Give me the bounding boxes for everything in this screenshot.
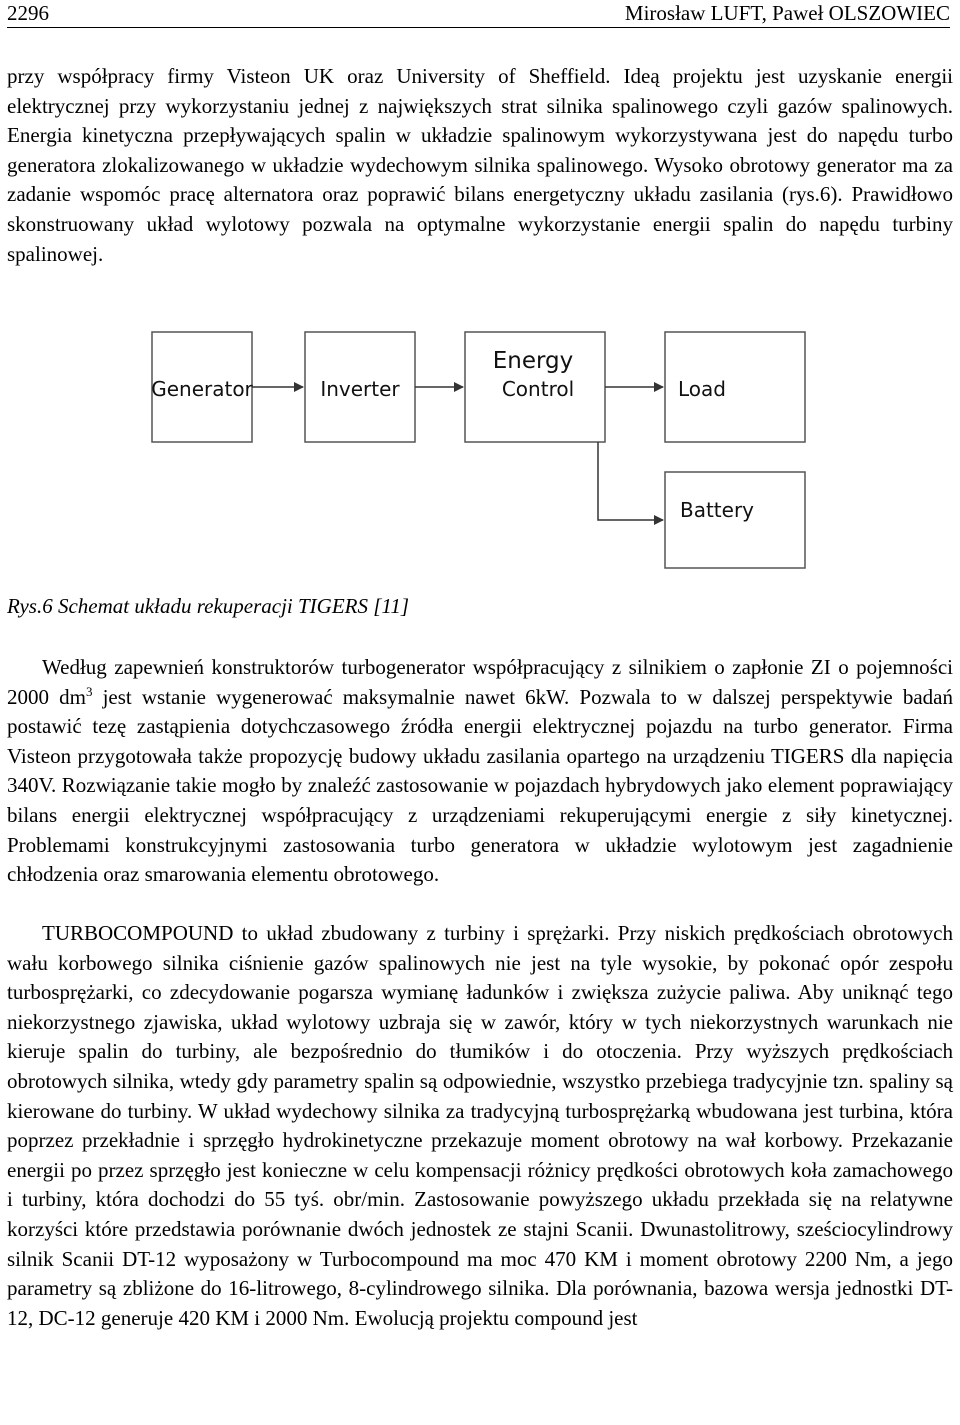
inverter-block (305, 332, 415, 442)
paragraph-turbogenerator (7, 653, 953, 890)
superscript-cubic: 3 (85, 683, 93, 699)
load-label: Load (678, 377, 726, 401)
page-number: 2296 (7, 1, 49, 25)
running-header (7, 0, 950, 28)
energy-control-block (465, 332, 605, 442)
energy-control-label-line1: Energy (492, 348, 574, 374)
paragraph-intro: przy współpracy firmy Visteon UK oraz University of Sheffield. Ideą projektu jest uzyskanie energii elektrycznej przy wykorzystaniu jednej z największych strat silnika spalinowego czyli gazów spalinowych. Energia kinetyczna przepływających spalin w układzie spalinowym wykorzystywana jest do napędu turbo generatora zlokalizowanego w układzie wydechowym silnika spalinowego. Wysoko obrotowy generator ma za zadanie wspomóc pracę alternatora oraz poprawić bilans energetyczny układu zasilania (rys.6). Prawidłowo skonstruowany układ wylotowy pozwala na optymalne wykorzystanie energii spalin do napędu turbiny spalinowej. (7, 64, 953, 266)
battery-label: Battery (679, 498, 755, 522)
header-authors: Mirosław LUFT, Paweł OLSZOWIEC (624, 1, 950, 25)
inverter-label: Inverter (320, 377, 400, 401)
figure-caption: Rys.6 Schemat układu rekuperacji TIGERS [11] (7, 594, 410, 618)
load-block (665, 332, 805, 442)
generator-label: Generator (151, 377, 253, 401)
energy-control-label-line2: Control (501, 377, 575, 401)
paragraph-turbogenerator-text-b: jest wstanie wygenerować maksymalnie nawet 6kW. Pozwala to w dalszej perspektywie badań postawić tezę zastąpienia dotychczasowego źródła energii elektrycznej pojazdu na turbo generator. Firma Visteon przygotowała także propozycję budowy układu zasilania opartego na urządzeniu TIGERS dla napięcia 340V. Rozwiązanie takie mogło by znaleźć zastosowanie w pojazdach hybrydowych jako element poprawiający bilans energii elektrycznej współpracujący z urządzeniami rekuperującymi energie z siły kinetycznej. Problemami konstrukcyjnymi zastosowania turbo generatora w układzie wylotowym jest zagadnienie chłodzenia oraz smarowania elementu obrotowego. (7, 684, 953, 887)
generator-block (151, 332, 253, 442)
paragraph-turbocompound: TURBOCOMPOUND to układ zbudowany z turbiny i sprężarki. Przy niskich prędkościach obrotowych wału korbowego silnika ciśnienie gazów spalinowych nie jest na tyle wysokie, by pokonać opór zespołu turbosprężarki, co zdecydowanie pogarsza wymianę ładunków i zwiększa zużycie paliwa. Aby uniknąć tego niekorzystnego zjawiska, układ wylotowy uzbraja się w zawór, który w tych niekorzystnych warunkach nie kieruje spalin do turbiny, ale bezpośrednio do tłumików i do otoczenia. Przy wyższych prędkościach obrotowych silnika, wtedy gdy parametry spalin są odpowiednie, wszystko przebiega tradycyjnie tzn. spaliny są kierowane do turbiny. W układ wydechowy silnika za tradycyjną turbosprężarką wbudowana jest turbina, która poprzez przekładnie i sprzęgło hydrokinetyczne przekazuje moment obrotowy na wał korbowy. Przekazanie energii po przez sprzęgło jest konieczne w celu kompensacji różnicy prędkości obrotowych koła zamachowego i turbiny, która dochodzi do 55 tyś. obr/min. Zastosowanie powyższego układu przekłada się na relatywne korzyści które przedstawia porównanie dwóch jednostek ze stajni Scanii. Dwunastolitrowy, sześciocylindrowy silnik Scanii DT-12 wyposażony w Turbocompound ma moc 470 KM i moment obrotowy 2200 Nm, a jego parametry są zbliżone do 16-litrowego, 8-cylindrowego silnika. Dla porównania, bazowa wersja jednostki DT-12, DC-12 generuje 420 KM i 2000 Nm. Ewolucją projektu compound jest (7, 921, 953, 1330)
battery-block (665, 472, 805, 568)
paragraph-turbogenerator-text-a: Według zapewnień konstruktorów turbogenerator współpracujący z silnikiem o zapłonie ZI o pojemności 2000 dm (7, 655, 953, 709)
tigers-recuperation-diagram (150, 330, 810, 575)
arrow-energy-control-to-battery (598, 442, 663, 520)
